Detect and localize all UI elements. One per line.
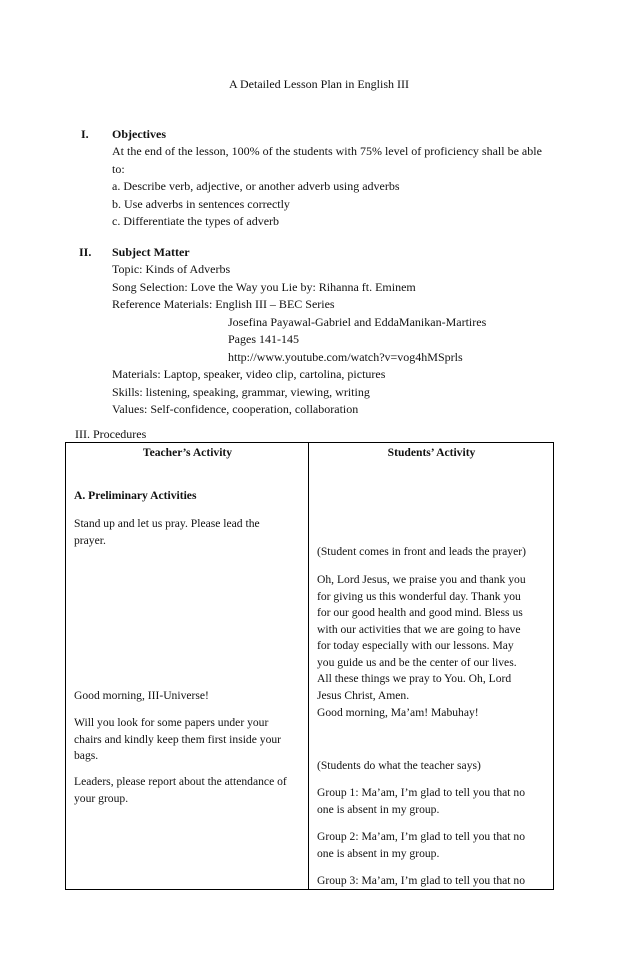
students-column: [309, 443, 554, 890]
student-line: (Student comes in front and leads the prayer): [317, 545, 526, 558]
subject-more-lines: [112, 366, 385, 419]
subject-line: Skills: listening, speaking, grammar, viewing, writing: [112, 384, 370, 399]
procedures-label: III. Procedures: [75, 427, 147, 441]
section-heading-objectives: Objectives: [112, 127, 166, 141]
student-line: for today especially with our lessons. May: [317, 639, 514, 652]
subject-line: Topic: Kinds of Adverbs: [112, 262, 231, 276]
page-title: A Detailed Lesson Plan in English III: [229, 77, 409, 91]
subject-line: Song Selection: Love the Way you Lie by: Rihanna ft. Eminem: [112, 279, 416, 294]
objective-line: b. Use adverbs in sentences correctly: [112, 196, 290, 211]
teacher-column: [66, 443, 309, 890]
subject-line: Materials: Laptop, speaker, video clip, cartolina, pictures: [112, 367, 386, 381]
teacher-line: Good morning, III-Universe!: [74, 689, 209, 702]
reference-details: [228, 314, 486, 367]
section-numeral-1: I.: [81, 127, 89, 141]
student-line: Good morning, Ma’am! Mabuhay!: [317, 706, 479, 719]
teacher-activity-header: Teacher’s Activity: [142, 446, 233, 459]
preliminary-activities-heading: A. Preliminary Activities: [74, 489, 197, 502]
teacher-line: your group.: [74, 791, 129, 805]
subject-line: Reference Materials: English III – BEC Series: [112, 297, 335, 311]
student-line: Group 2: Ma’am, I’m glad to tell you that no: [317, 830, 526, 843]
student-line: one is absent in my group.: [317, 846, 440, 860]
section-numeral-2: II.: [79, 245, 92, 259]
reference-line: Josefina Payawal-Gabriel and EddaManikan-Martires: [228, 314, 487, 329]
student-line: Jesus Christ, Amen.: [317, 688, 410, 702]
teacher-line: chairs and kindly keep them first inside your: [74, 732, 282, 746]
student-line: All these things we pray to You. Oh, Lord: [317, 672, 512, 685]
teacher-line: Leaders, please report about the attendance of: [74, 775, 287, 788]
student-line: Group 1: Ma’am, I’m glad to tell you that no: [317, 786, 526, 799]
student-line: one is absent in my group.: [317, 802, 440, 816]
objective-line: to:: [112, 161, 125, 176]
student-line: Group 3: Ma’am, I’m glad to tell you that no: [317, 874, 526, 887]
objectives-list: [112, 143, 542, 231]
reference-line: Pages 141-145: [228, 332, 299, 346]
student-line: Oh, Lord Jesus, we praise you and thank you: [317, 573, 526, 586]
objective-line: a. Describe verb, adjective, or another adverb using adverbs: [112, 179, 400, 193]
teacher-line: prayer.: [74, 533, 106, 547]
procedures-table: [65, 442, 554, 890]
teacher-line: Stand up and let us pray. Please lead the: [74, 517, 260, 530]
students-activity-header: Students’ Activity: [387, 446, 476, 459]
reference-line: http://www.youtube.com/watch?v=vog4hMSprls: [228, 349, 463, 364]
student-line: with our activities that we are going to have: [317, 622, 521, 636]
objective-line: c. Differentiate the types of adverb: [112, 214, 280, 228]
teacher-line: bags.: [74, 749, 99, 762]
subject-line: Values: Self-confidence, cooperation, collaboration: [112, 402, 359, 416]
student-line: for our good health and good mind. Bless us: [317, 606, 523, 619]
objective-line: At the end of the lesson, 100% of the students with 75% level of proficiency shall be able: [112, 144, 542, 158]
student-line: you guide us and be the center of our lives.: [317, 655, 517, 669]
student-line: (Students do what the teacher says): [317, 759, 481, 772]
student-line: for giving us this wonderful day. Thank you: [317, 589, 521, 603]
subject-matter-lines: [112, 261, 416, 314]
section-heading-subject-matter: Subject Matter: [112, 245, 190, 259]
teacher-line: Will you look for some papers under your: [74, 716, 269, 729]
